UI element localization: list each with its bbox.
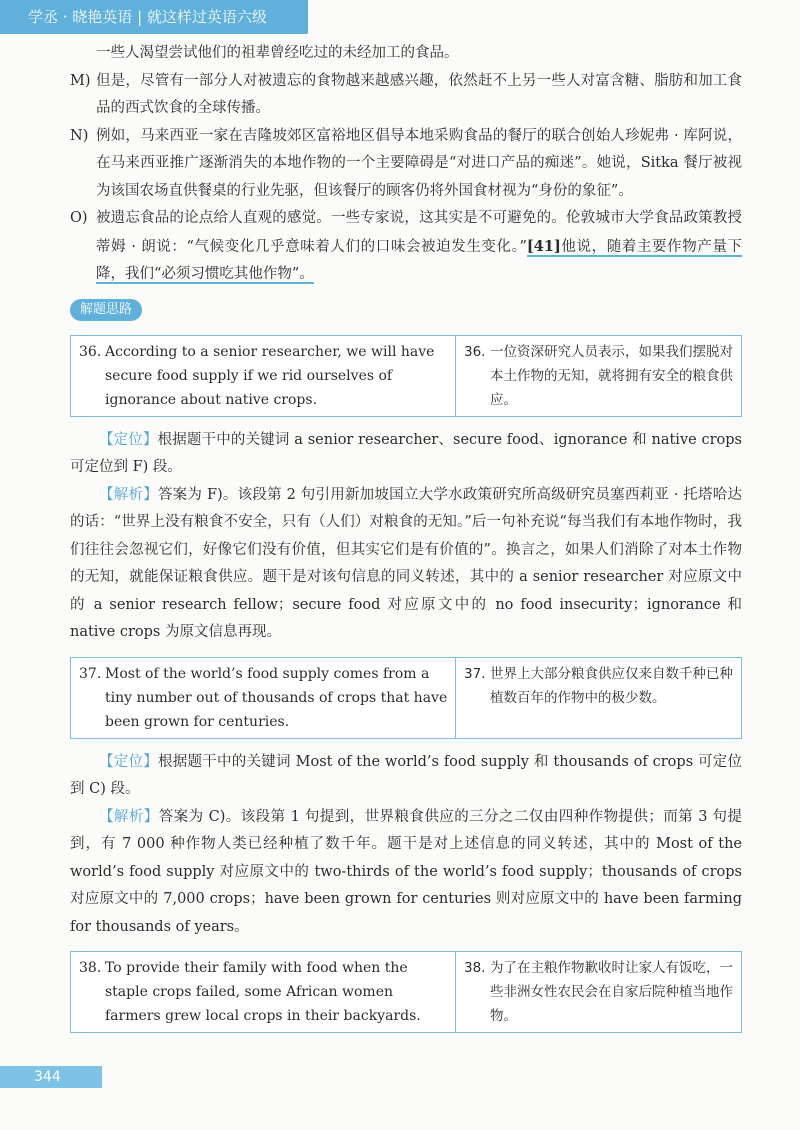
paragraph-M bbox=[70, 68, 742, 123]
passage-line-top: 一些人渴望尝试他们的祖辈曾经吃过的未经加工的食品。 bbox=[96, 45, 459, 61]
question-en bbox=[71, 336, 456, 416]
question-en-text: To provide their family with food when the staple crops failed, some African women farmers grew local crops in their backyards. bbox=[105, 960, 421, 1024]
section-tag: 解题思路 bbox=[70, 299, 142, 321]
question-box-38 bbox=[70, 951, 742, 1033]
locate-37 bbox=[70, 749, 742, 804]
locate-36 bbox=[70, 427, 742, 482]
page-number: 344 bbox=[0, 1066, 102, 1088]
paragraph-text: 例如，马来西亚一家在吉隆坡郊区富裕地区倡导本地采购食品的餐厅的联合创始人珍妮弗 · 库阿说，在马来西亚推广逐渐消失的本地作物的一个主要障碍是“对进口产品的痴迷”。她说，Sitka 餐厅被视为该国农场直供餐桌的行业先驱，但该餐厅的顾客仍将外国食材视为“身份的象征”。 bbox=[96, 127, 742, 199]
question-ref-41: [41] bbox=[526, 237, 561, 255]
question-number: 36. bbox=[79, 343, 102, 360]
analysis-36 bbox=[70, 482, 742, 647]
question-number: 37. bbox=[79, 665, 102, 682]
question-zh-text: 为了在主粮作物歉收时让家人有饭吃，一些非洲女性农民会在自家后院种植当地作物。 bbox=[490, 960, 733, 1024]
paragraph-O bbox=[70, 205, 742, 289]
question-number-zh: 36. bbox=[464, 343, 486, 360]
question-en-text: Most of the world’s food supply comes from a tiny number out of thousands of crops that have been grown for centuries. bbox=[105, 665, 448, 730]
paragraph-text: 但是，尽管有一部分人对被遗忘的食物越来越感兴趣，依然赶不上另一些人对富含糖、脂肪和加工食品的西式饮食的全球传播。 bbox=[96, 72, 742, 116]
page-content bbox=[70, 40, 742, 1043]
paragraph-mark: O) bbox=[70, 210, 88, 226]
question-box-36 bbox=[70, 335, 742, 417]
analysis-text: 答案为 C)。该段第 1 句提到，世界粮食供应的三分之二仅由四种作物提供；而第 3 句提到，有 7 000 种作物人类已经种植了数千年。题干是对上述信息的同义转述，其中的 Most of the world’s food supply 对应原文中的 two-thirds of the world’s food supply；thousands of crops 对应原文中的 7,000 crops；have been grown for centuries 则对应原文中的 have been farming for thousands of years。 bbox=[70, 808, 742, 935]
analysis-label: 【解析】 bbox=[99, 808, 159, 825]
locate-text: 根据题干中的关键词 Most of the world’s food supply 和 thousands of crops 可定位到 C) 段。 bbox=[70, 753, 742, 797]
running-header: 学丞 · 晓艳英语 | 就这样过英语六级 bbox=[0, 0, 308, 34]
paragraph-mark: N) bbox=[70, 127, 89, 144]
locate-label: 【定位】 bbox=[99, 431, 158, 448]
question-zh bbox=[456, 952, 741, 1032]
paragraph-text: 被遗忘食品的论点给人直观的感觉。一些专家说，这其实是不可避免的。伦敦城市大学食品政策教授蒂姆 · 朗说：“气候变化几乎意味着人们的口味会被迫发生变化。” bbox=[96, 210, 742, 255]
analysis-37 bbox=[70, 804, 742, 942]
question-number: 38. bbox=[79, 960, 102, 976]
locate-label: 【定位】 bbox=[99, 753, 159, 770]
locate-text: 根据题干中的关键词 a senior researcher、secure food、ignorance 和 native crops 可定位到 F) 段。 bbox=[70, 431, 742, 475]
paragraph-N bbox=[70, 123, 742, 206]
question-zh-text: 世界上大部分粮食供应仅来自数千种已种植数百年的作物中的极少数。 bbox=[490, 665, 733, 706]
paragraph-mark: M) bbox=[70, 72, 91, 89]
question-number-zh: 37. bbox=[464, 665, 486, 682]
question-zh-text: 一位资深研究人员表示，如果我们摆脱对本土作物的无知，就将拥有安全的粮食供应。 bbox=[490, 343, 733, 408]
underlined-sentence: 他说，随着主要作物产量下降，我们“必须习惯吃其他作物”。 bbox=[96, 238, 743, 282]
question-en bbox=[71, 952, 456, 1032]
analysis-text: 答案为 F)。该段第 2 句引用新加坡国立大学水政策研究所高级研究员塞西莉亚 · 托塔哈达的话：“世界上没有粮食不安全，只有（人们）对粮食的无知。”后一句补充说“每当我们有本地作物时，我们往往会忽视它们，好像它们没有价值，但其实它们是有价值的”。换言之，如果人们消除了对本土作物的无知，就能保证粮食供应。题干是对该句信息的同义转述，其中的 a senior researcher 对应原文中的 a senior research fellow；secure food 对应原文中的 no food insecurity；ignorance 和 native crops 为原文信息再现。 bbox=[70, 486, 742, 640]
question-zh bbox=[456, 336, 741, 416]
question-box-37 bbox=[70, 657, 742, 739]
question-en bbox=[71, 658, 456, 738]
question-number-zh: 38. bbox=[464, 960, 486, 976]
question-zh bbox=[456, 658, 741, 738]
question-en-text: According to a senior researcher, we will have secure food supply if we rid ourselves of ignorance about native crops. bbox=[105, 343, 435, 408]
analysis-label: 【解析】 bbox=[99, 486, 158, 503]
